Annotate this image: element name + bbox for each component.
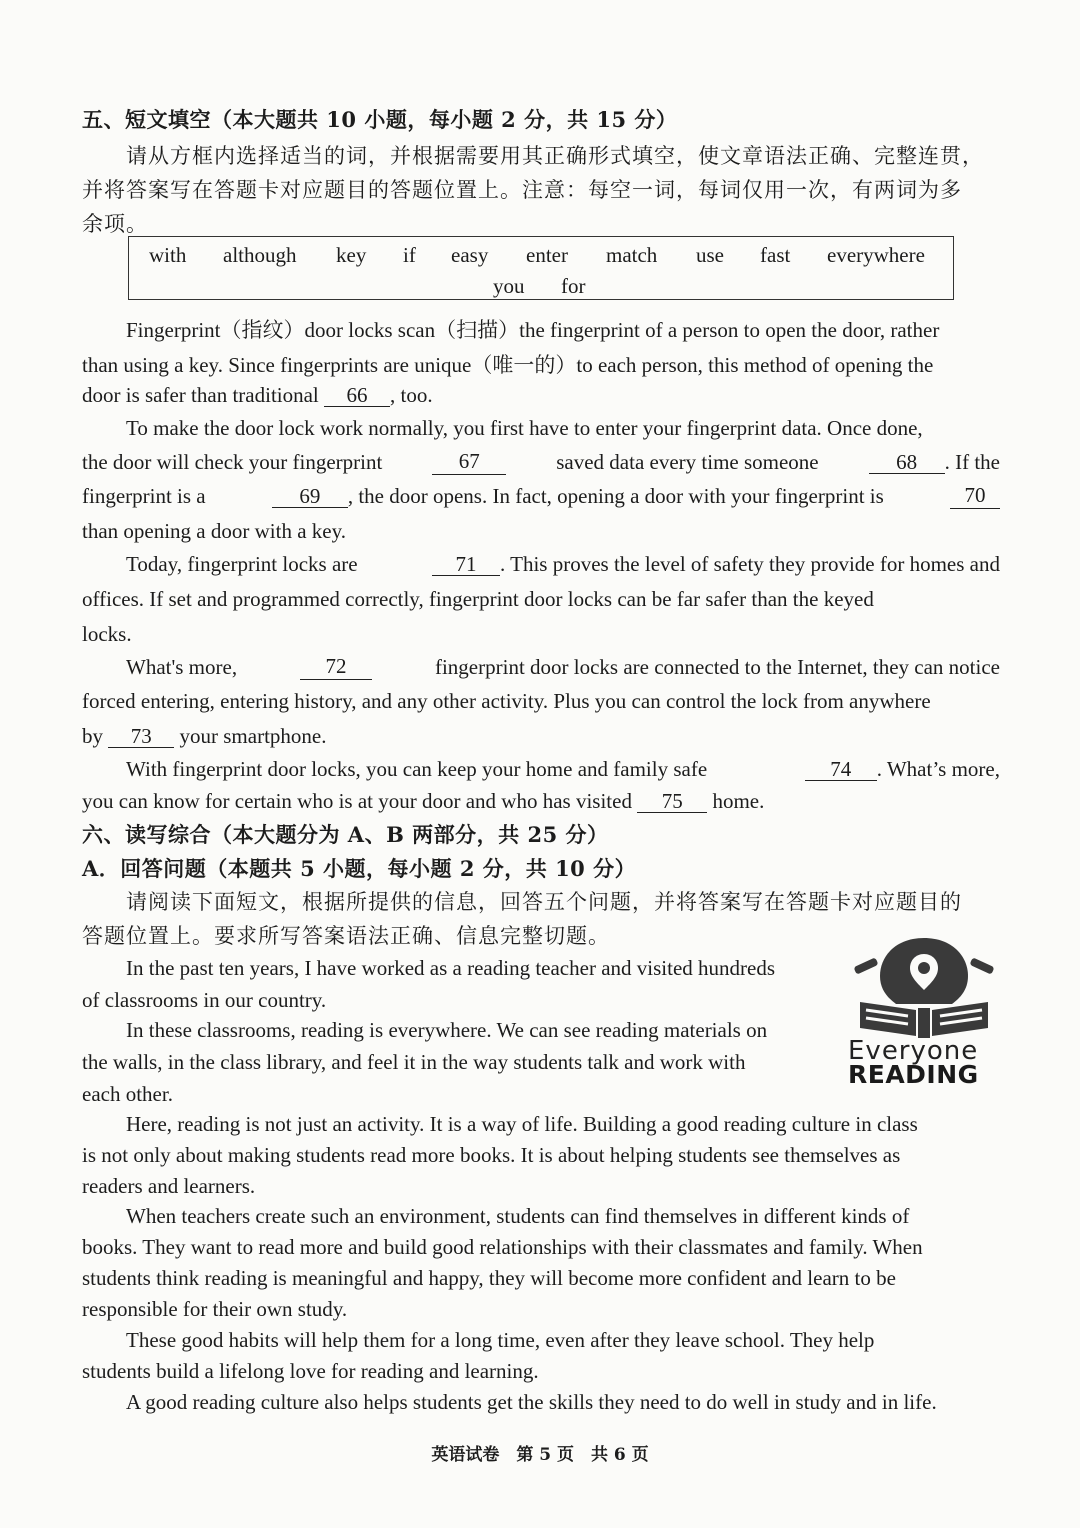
word-bank-item: if	[403, 243, 416, 267]
logo-text-everyone: Everyone	[848, 1036, 979, 1066]
word-bank-item: fast	[760, 243, 791, 267]
word-bank-item: you	[493, 274, 525, 298]
passage-text: . This proves the level of safety they provide for homes and	[500, 552, 1000, 576]
word-bank-item: enter	[526, 243, 568, 267]
passage-line	[82, 383, 433, 408]
blank-75[interactable]: 75	[637, 790, 707, 813]
reading-line: of classrooms in our country.	[82, 988, 327, 1012]
reading-line: the walls, in the class library, and feel it in the way students talk and work with	[82, 1050, 746, 1074]
blank-67[interactable]: 67	[432, 450, 506, 475]
passage-text: , the door opens. In fact, opening a door with your fingerprint is	[347, 484, 884, 508]
reading-line: responsible for their own study.	[82, 1297, 348, 1321]
passage-text: door is safer than traditional	[82, 383, 319, 407]
passage-text: the door will check your fingerprint	[82, 450, 383, 474]
reading-line: students think reading is meaningful and happy, they will become more confident and learn to be	[82, 1266, 896, 1290]
passage-text: With fingerprint door locks, you can keep your home and family safe	[126, 757, 708, 781]
reading-line: readers and learners.	[82, 1174, 256, 1198]
passage-text: What's more,	[126, 655, 238, 679]
passage-text: fingerprint is a	[82, 484, 206, 508]
passage-line: offices. If set and programmed correctly, fingerprint door locks can be far safer than the keyed	[82, 587, 874, 611]
reading-logo-icon	[846, 932, 1002, 1040]
passage-line	[82, 484, 1000, 509]
blank-74[interactable]: 74	[805, 758, 877, 781]
passage-text: fingerprint door locks are connected to the Internet, they can notice	[434, 655, 1000, 679]
part-a-heading: A．回答问题（本题共 5 小题，每小题 2 分，共 10 分）	[82, 856, 637, 881]
reading-line: books. They want to read more and build good relationships with their classmates and family. When	[82, 1235, 923, 1259]
reading-line: These good habits will help them for a long time, even after they leave school. They help	[126, 1328, 875, 1352]
passage-text: , too.	[390, 383, 433, 407]
word-bank-item: with	[149, 243, 187, 267]
passage-text: you can know for certain who is at your door and who has visited	[82, 789, 632, 813]
section5-instruction-line1: 请从方框内选择适当的词，并根据需要用其正确形式填空，使文章语法正确、完整连贯，	[126, 144, 984, 168]
blank-71[interactable]: 71	[432, 553, 500, 576]
passage-text: your smartphone.	[179, 724, 327, 748]
section6-heading: 六、读写综合（本大题分为 A、B 两部分，共 25 分）	[82, 822, 609, 847]
word-bank-item: easy	[451, 243, 489, 267]
passage-text: saved data every time someone	[556, 450, 819, 474]
reading-line: In the past ten years, I have worked as a reading teacher and visited hundreds	[126, 956, 776, 980]
passage-line	[82, 789, 764, 814]
passage-line	[126, 757, 1000, 782]
page-footer: 英语试卷 第 5 页 共 6 页	[431, 1445, 649, 1465]
word-bank-item: use	[696, 243, 724, 267]
blank-68[interactable]: 68	[869, 451, 945, 474]
passage-line: than opening a door with a key.	[82, 519, 346, 543]
passage-text: . What’s more,	[876, 757, 1000, 781]
section5-heading: 五、短文填空（本大题共 10 小题，每小题 2 分，共 15 分）	[82, 107, 678, 132]
passage-line: than using a key. Since fingerprints are unique（唯一的）to each person, this method of opening the	[82, 353, 934, 377]
word-bank-item: key	[336, 243, 367, 267]
passage-text: home.	[712, 789, 765, 813]
passage-line	[126, 552, 1000, 577]
section6-instruction-line1: 请阅读下面短文，根据所提供的信息，回答五个问题，并将答案写在答题卡对应题目的	[126, 890, 962, 914]
passage-line	[82, 450, 1000, 475]
passage-line: locks.	[82, 622, 132, 646]
reading-line: Here, reading is not just an activity. It is a way of life. Building a good reading culture in class	[126, 1112, 918, 1136]
passage-text: Today, fingerprint locks are	[126, 552, 358, 576]
word-bank-item: everywhere	[827, 243, 925, 267]
passage-line	[126, 655, 1000, 680]
word-bank-box	[128, 236, 954, 300]
passage-text: by	[82, 724, 103, 748]
word-bank-item: match	[606, 243, 658, 267]
blank-73[interactable]: 73	[108, 725, 174, 748]
word-bank-item: for	[561, 274, 586, 298]
passage-line: forced entering, entering history, and any other activity. Plus you can control the lock from anywhere	[82, 689, 931, 713]
blank-70[interactable]: 70	[950, 484, 1000, 509]
logo-text-reading: READING	[848, 1060, 979, 1089]
reading-line: students build a lifelong love for reading and learning.	[82, 1359, 539, 1383]
reading-line: is not only about making students read more books. It is about helping students see themselves as	[82, 1143, 901, 1167]
reading-line: A good reading culture also helps students get the skills they need to do well in study and in life.	[126, 1390, 937, 1414]
passage-line	[82, 724, 326, 749]
reading-line: each other.	[82, 1082, 173, 1106]
section5-instruction-line2: 并将答案写在答题卡对应题目的答题位置上。注意：每空一词，每词仅用一次，有两词为多	[82, 178, 962, 202]
word-bank-item: although	[223, 243, 297, 267]
section5-instruction-line3: 余项。	[82, 212, 148, 236]
reading-line: When teachers create such an environment, students can find themselves in different kinds of	[126, 1204, 910, 1228]
blank-66[interactable]: 66	[324, 384, 390, 407]
blank-72[interactable]: 72	[300, 655, 372, 680]
passage-line: To make the door lock work normally, you first have to enter your fingerprint data. Once done,	[126, 416, 923, 440]
section6-instruction-line2: 答题位置上。要求所写答案语法正确、信息完整切题。	[82, 924, 610, 948]
passage-line: Fingerprint（指纹）door locks scan（扫描）the fingerprint of a person to open the door, rather	[126, 318, 940, 342]
blank-69[interactable]: 69	[272, 485, 348, 508]
everyone-reading-logo	[846, 932, 1002, 1092]
passage-text: . If the	[944, 450, 1000, 474]
reading-line: In these classrooms, reading is everywhere. We can see reading materials on	[126, 1018, 768, 1042]
